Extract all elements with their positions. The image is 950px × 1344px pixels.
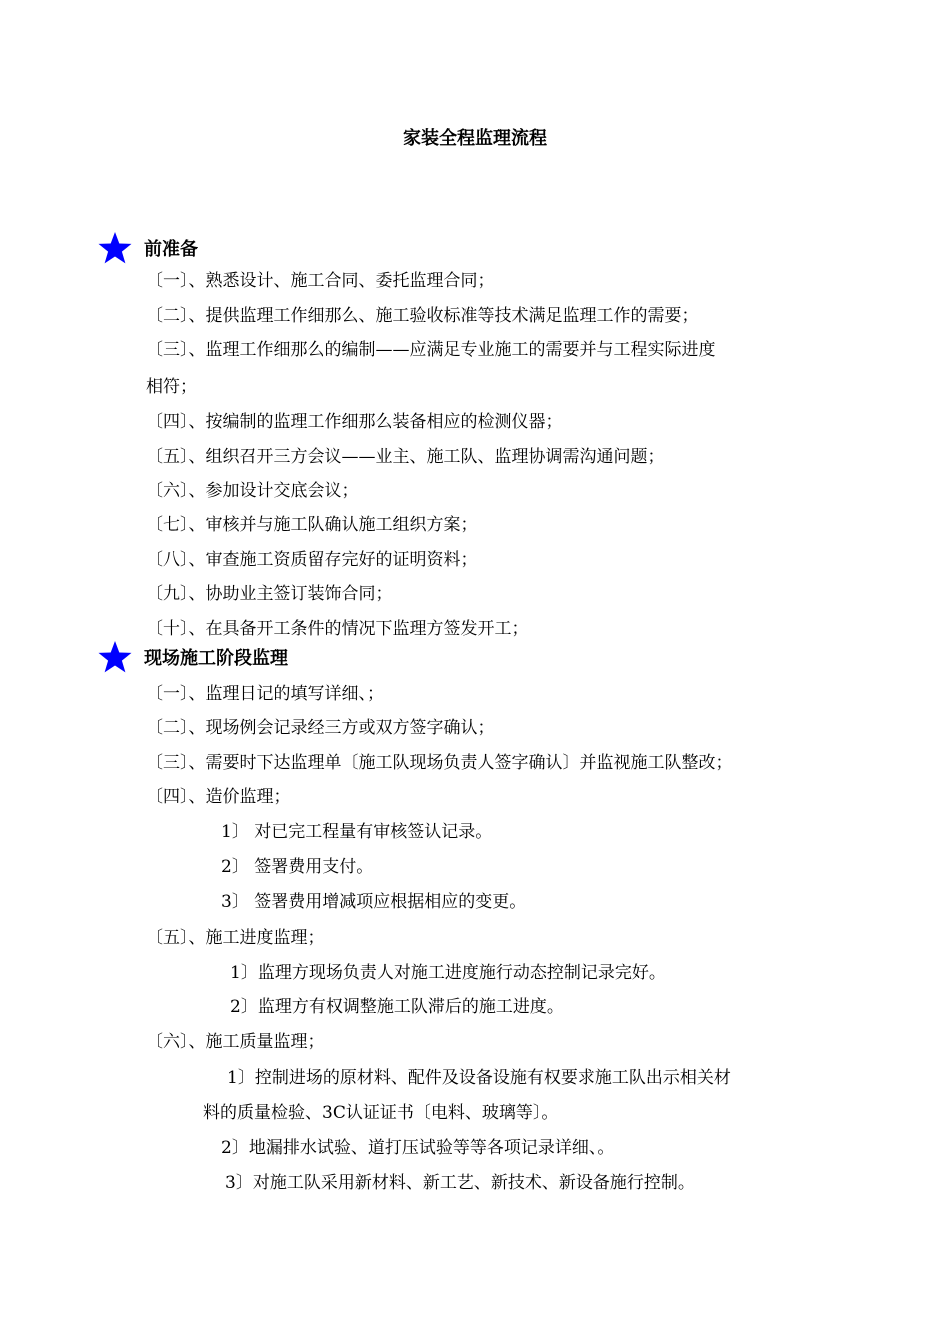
list-item: 〔五〕、组织召开三方会议——业主、施工队、监理协调需沟通问题； (146, 447, 665, 467)
sub-list-item-continuation: 料的质量检验、3C认证证书〔电料、玻璃等〕。 (203, 1103, 559, 1123)
section-heading-site-construction (98, 640, 288, 674)
section-heading-label: 前准备 (144, 239, 198, 260)
list-item-continuation: 相符； (146, 377, 197, 397)
sub-list-item: 1〕监理方现场负责人对施工进度施行动态控制记录完好。 (230, 963, 666, 983)
list-item: 〔二〕、现场例会记录经三方或双方签字确认； (146, 718, 495, 738)
list-item: 〔六〕、参加设计交底会议； (146, 481, 359, 501)
list-item: 〔八〕、审查施工资质留存完好的证明资料； (146, 550, 478, 570)
list-item: 〔三〕、监理工作细那么的编制——应满足专业施工的需要并与工程实际进度 (146, 340, 716, 360)
list-item: 〔七〕、审核并与施工队确认施工组织方案； (146, 515, 478, 535)
sub-list-item: 2〕地漏排水试验、道打压试验等等各项记录详细、。 (221, 1138, 615, 1158)
list-item: 〔五〕、施工进度监理； (146, 928, 325, 948)
sub-list-item: 1〕 对已完工程量有审核签认记录。 (221, 822, 493, 842)
list-item: 〔二〕、提供监理工作细那么、施工验收标准等技术满足监理工作的需要； (146, 306, 699, 326)
list-item: 〔十〕、在具备开工条件的情况下监理方签发开工； (146, 619, 529, 639)
list-item: 〔一〕、熟悉设计、施工合同、委托监理合同； (146, 271, 495, 291)
sub-list-item: 3〕 签署费用增减项应根据相应的变更。 (221, 892, 527, 912)
sub-list-item: 2〕 签署费用支付。 (221, 857, 374, 877)
list-item: 〔三〕、需要时下达监理单〔施工队现场负责人签字确认〕并监视施工队整改； (146, 753, 733, 773)
star-icon (98, 640, 132, 674)
list-item: 〔四〕、造价监理； (146, 787, 291, 807)
document-title: 家装全程监理流程 (403, 128, 547, 149)
list-item: 〔四〕、按编制的监理工作细那么装备相应的检测仪器； (146, 412, 563, 432)
list-item: 〔九〕、协助业主签订装饰合同； (146, 584, 393, 604)
section-heading-label: 现场施工阶段监理 (144, 648, 288, 669)
section-heading-preparation (98, 231, 198, 265)
list-item: 〔一〕、监理日记的填写详细、； (146, 684, 384, 704)
sub-list-item: 2〕监理方有权调整施工队滞后的施工进度。 (230, 997, 564, 1017)
sub-list-item: 3〕对施工队采用新材料、新工艺、新技术、新设备施行控制。 (225, 1173, 695, 1193)
star-icon (98, 231, 132, 265)
list-item: 〔六〕、施工质量监理； (146, 1032, 325, 1052)
sub-list-item: 1〕控制进场的原材料、配件及设备设施有权要求施工队出示相关材 (227, 1068, 731, 1088)
